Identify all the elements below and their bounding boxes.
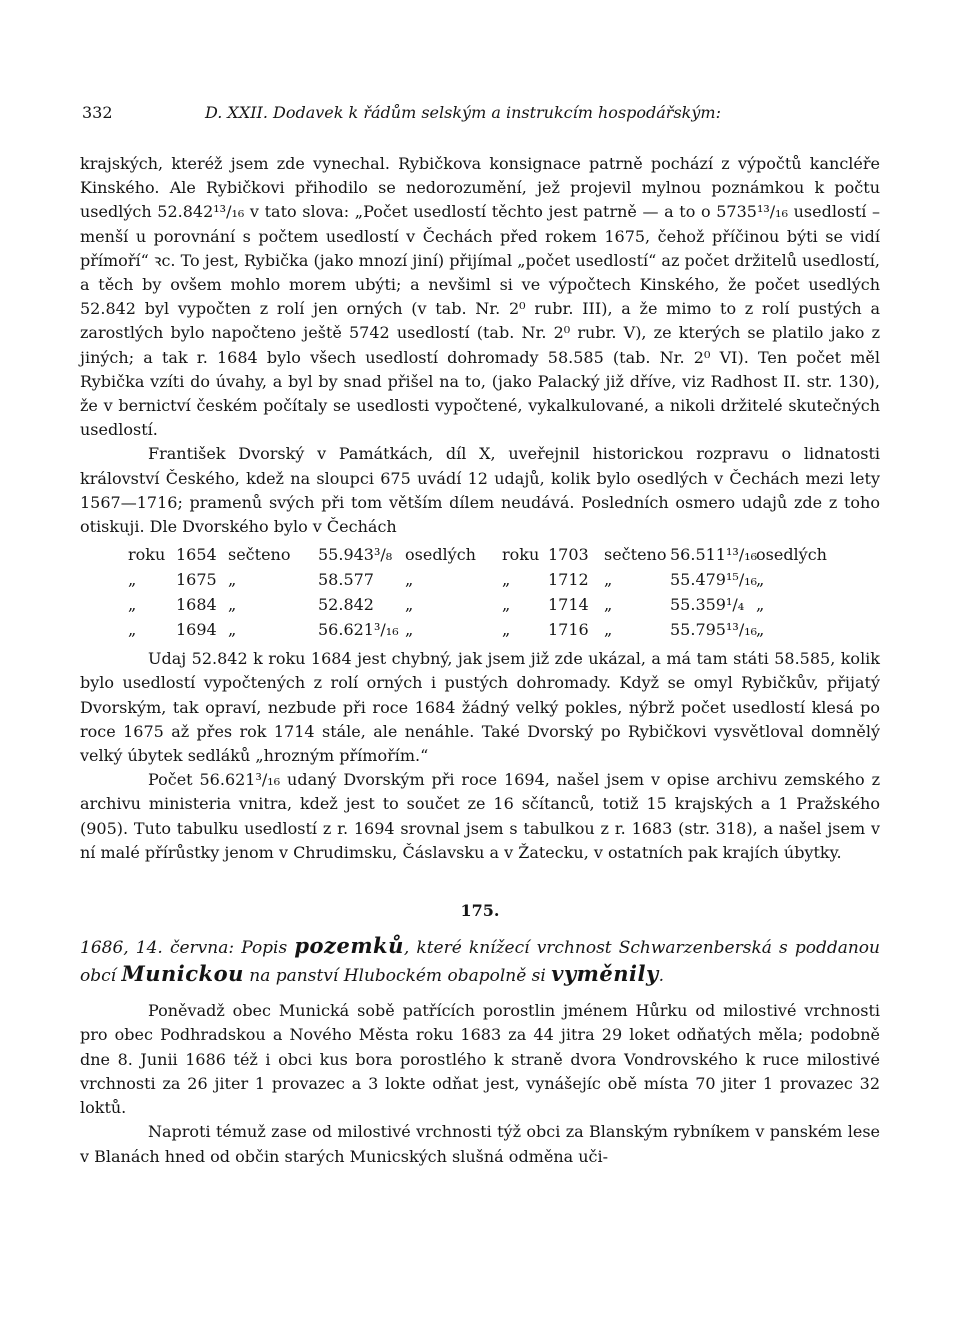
section-title-part: na panství Hlubockém obapolně si xyxy=(243,966,552,987)
table-cell: „ xyxy=(604,595,613,615)
paragraph: Udaj 52.842 k roku 1684 jest chybný, jak jsem již zde ukázal, a má tam státi 58.585, kolik bylo usedlostí vypočtených z rolí orných i pustých dohromady. Když se omyl Rybičkův, přijatý Dvorským, tak opraví, nezbude při roce 1684 žádný velký pokles, nýbrž počet usedlostí klesá po roce 1675 až přes rok 1714 stále, ale nenáhle. Také Dvorský po Rybičkovi vysvětloval domnělý velký úbytek sedláků „hrozným přímořím.“ xyxy=(80,649,880,766)
table-cell: „ xyxy=(405,595,414,615)
table-cell: 55.479¹⁵/₁₆ xyxy=(670,570,758,590)
table-cell: „ xyxy=(128,595,137,615)
table-cell: 55.943³/₈ xyxy=(318,545,393,565)
section-title-part: . xyxy=(658,966,665,987)
table-cell: „ xyxy=(128,620,137,640)
table-cell: 1712 xyxy=(548,570,589,590)
table-cell: „ xyxy=(502,595,511,615)
table-cell: sečteno xyxy=(604,545,667,565)
section-title-part: , které knížecí vrchnost Schwarzenberská s poddanou obcí xyxy=(80,938,880,987)
table-cell: „ xyxy=(604,570,613,590)
table-cell: „ xyxy=(128,570,137,590)
paragraph: krajských, kteréž jsem zde vynechal. Rybičkova konsignace patrně pochází z výpočtů kancléře Kinského. Ale Rybičkovi přihodilo se nedorozumění, jež projevil mylnou poznámkou k počtu usedlých 52.842¹³/₁₆ v tato slova: „Počet usedlostí těchto jest patrně — a to o 5735¹³/₁₆ usedlostí – menší u porovnání s počtem usedlostí v Čechách před rokem 1675, čehož příčinou býti se vidí přímoří“ ꝛc. To jest, Rybička (jako mnozí jiní) přijímal „počet usedlostí“ az počet držitelů usedlostí, a těch by ovšem mohlo morem ubýti; a nevšiml si ve výpočtech Kinského, že počet usedlých 52.842 byl vypočten z rolí jen orných (v tab. Nr. 2⁰ rubr. III), a že mimo to z rolí pustých a zarostlých bylo napočteno ještě 5742 usedlostí (tab. Nr. 2⁰ rubr. V), ze kterých se platilo jako z jiných; a tak r. 1684 bylo všech usedlostí dohromady 58.585 (tab. Nr. 2⁰ VI). Ten počet měl Rybička vzíti do úvahy, a byl by snad přišel na to, (jako Palacký již dříve, viz Radhost II. str. 130), že v bernictví českém počítaly se usedlosti vypočtené, vykalkulované, a nikoli držitelé skutečných usedlostí. xyxy=(80,154,880,440)
table-cell: 56.621³/₁₆ xyxy=(318,620,399,640)
table-cell: 1684 xyxy=(176,595,217,615)
table-cell: „ xyxy=(228,620,237,640)
table-cell: 52.842 xyxy=(318,595,374,615)
paragraph: Poněvadž obec Munická sobě patřících porostlin jménem Hůrku od milostivé vrchnosti pro obec Podhradskou a Nového Města roku 1683 za 44 jitra 29 loket odňatých měla; podobně dne 8. Junii 1686 též i obci kus bora porostlého k straně dvora Vondrovského k ruce milostivé vrchnosti za 26 jiter 1 provazec a 3 lokte odňat jest, vynášejíc obě místa 70 jiter 1 provazec 32 loktů. xyxy=(80,1001,880,1118)
table-cell: 1714 xyxy=(548,595,589,615)
table-cell: „ xyxy=(502,620,511,640)
table-cell: osedlých xyxy=(405,545,476,565)
section-number: 175. xyxy=(460,901,500,921)
section-title-emphasis: Munickou xyxy=(121,961,244,987)
table-cell: 1703 xyxy=(548,545,589,565)
page-number: 332 xyxy=(82,103,113,122)
table-cell: 1675 xyxy=(176,570,217,590)
table-row xyxy=(80,568,880,593)
table-cell: 55.795¹³/₁₆ xyxy=(670,620,758,640)
table-cell: „ xyxy=(756,570,765,590)
table-cell: „ xyxy=(228,570,237,590)
table-cell: „ xyxy=(405,620,414,640)
settlement-table xyxy=(80,543,880,643)
table-cell: 55.359¹/₄ xyxy=(670,595,745,615)
running-title: D. XXII. Dodavek k řádům selským a instrukcím hospodářským: xyxy=(205,103,721,122)
table-cell: „ xyxy=(756,620,765,640)
table-cell: roku xyxy=(502,545,540,565)
table-row xyxy=(80,543,880,568)
table-cell: „ xyxy=(405,570,414,590)
table-cell: „ xyxy=(604,620,613,640)
table-row xyxy=(80,593,880,618)
table-cell: sečteno xyxy=(228,545,291,565)
table-cell: 1654 xyxy=(176,545,217,565)
paragraph: Naproti témuž zase od milostivé vrchnosti týž obci za Blanským rybníkem v panském lese v Blanách hned od občin starých Municských slušná odměna uči- xyxy=(80,1122,880,1166)
table-row xyxy=(80,618,880,643)
table-cell: „ xyxy=(502,570,511,590)
table-cell: „ xyxy=(228,595,237,615)
table-cell: 1716 xyxy=(548,620,589,640)
paragraph: František Dvorský v Památkách, díl X, uveřejnil historickou rozpravu o lidnatosti království Českého, kdež na sloupci 675 uvádí 12 udajů, kolik bylo osedlých v Čechách mezi lety 1567—1716; pramenů svých při tom větším dílem neudává. Posledních osmero udajů zde z toho otiskuji. Dle Dvorského bylo v Čechách xyxy=(80,444,880,537)
body-text xyxy=(80,152,880,1169)
section-title xyxy=(80,933,880,989)
section-title-emphasis: vyměnily xyxy=(551,961,659,987)
table-cell: „ xyxy=(756,595,765,615)
section-title-part: 1686, 14. června: Popis xyxy=(80,938,295,959)
table-cell: 1694 xyxy=(176,620,217,640)
table-cell: 56.511¹³/₁₆ xyxy=(670,545,758,565)
table-cell: 58.577 xyxy=(318,570,374,590)
section-title-emphasis: pozemků xyxy=(294,933,404,959)
table-cell: osedlých xyxy=(756,545,827,565)
paragraph: Počet 56.621³/₁₆ udaný Dvorským při roce 1694, našel jsem v opise archivu zemského z archivu ministeria vnitra, kdež jest to součet ze 16 sčítanců, totiž 15 krajských a 1 Pražského (905). Tuto tabulku usedlostí z r. 1694 srovnal jsem s tabulkou z r. 1683 (str. 318), a našel jsem v ní malé přírůstky jenom v Chrudimsku, Čáslavsku a v Žatecku, v ostatních pak krajích úbytky. xyxy=(80,770,880,862)
page-header xyxy=(0,103,960,129)
table-cell: roku xyxy=(128,545,166,565)
